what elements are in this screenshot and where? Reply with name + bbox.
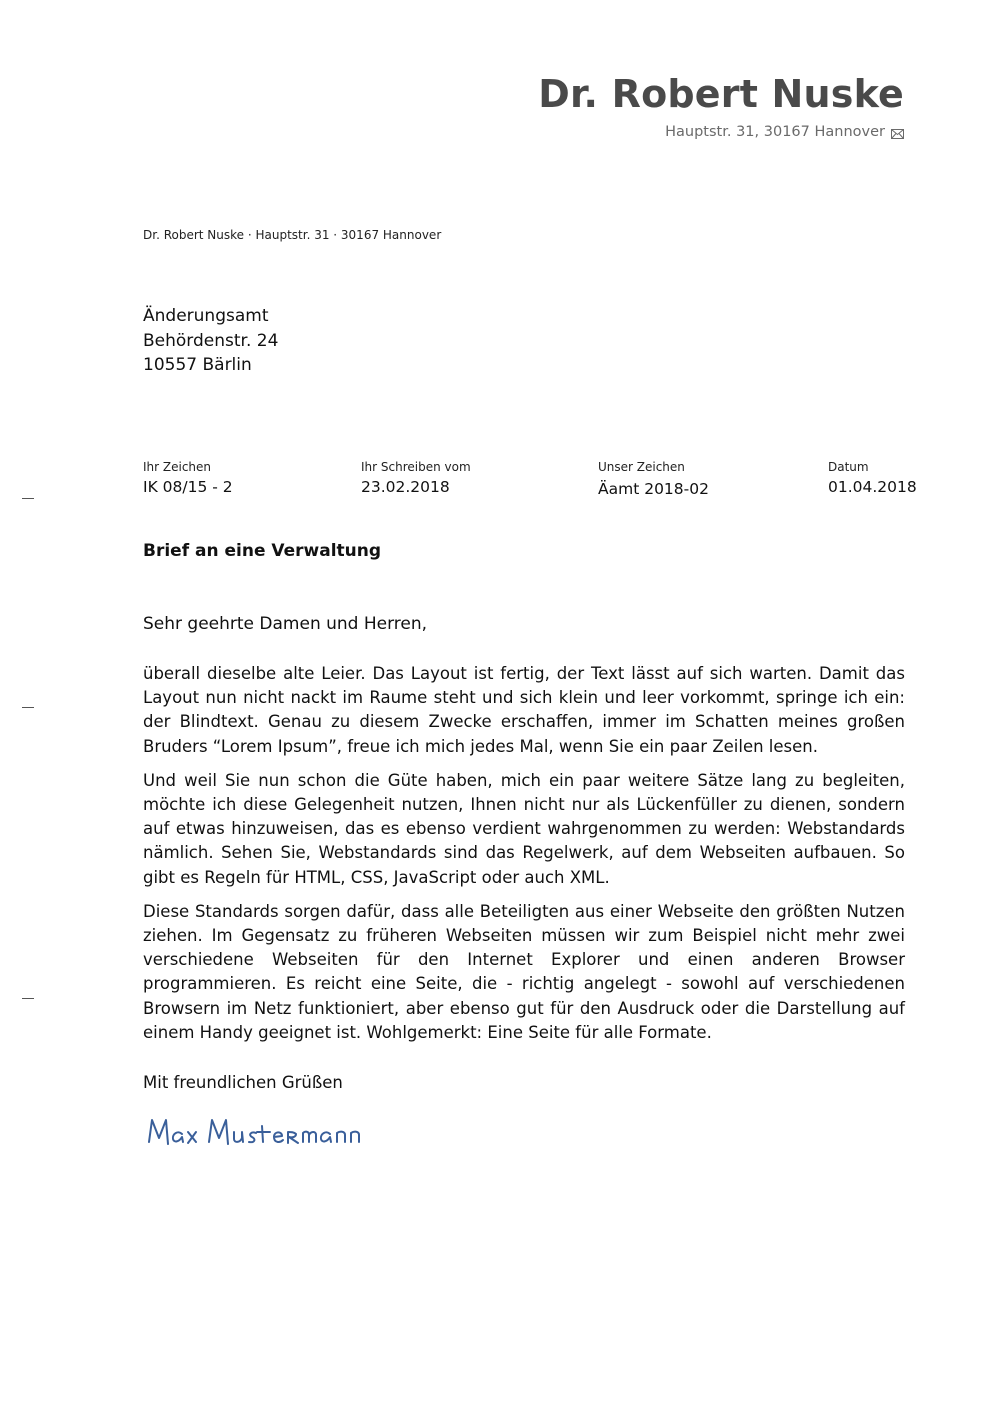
- letter-body: [143, 662, 905, 1055]
- fold-mark-top: [22, 498, 34, 499]
- ref-label-ihr-schreiben: Ihr Schreiben vom: [361, 460, 471, 474]
- signature: [146, 1112, 396, 1154]
- ref-value-unser-zeichen: Äamt 2018-02: [598, 480, 709, 498]
- ref-label-unser-zeichen: Unser Zeichen: [598, 460, 685, 474]
- signature-drawing: [146, 1112, 396, 1154]
- return-address: Dr. Robert Nuske · Hauptstr. 31 · 30167 Hannover: [143, 228, 442, 242]
- ref-label-datum: Datum: [828, 460, 869, 474]
- recipient-line-2: Behördenstr. 24: [143, 330, 279, 351]
- subject-line: Brief an eine Verwaltung: [143, 541, 382, 561]
- recipient-line-1: Änderungsamt: [143, 306, 269, 326]
- ref-value-ihr-schreiben: 23.02.2018: [361, 478, 450, 496]
- ref-value-datum: 01.04.2018: [828, 478, 917, 496]
- punch-mark: [22, 707, 34, 708]
- fold-mark-bottom: [22, 998, 34, 999]
- sender-address: Hauptstr. 31, 30167 Hannover: [665, 124, 885, 140]
- envelope-icon: [891, 127, 904, 137]
- sender-name: Dr. Robert Nuske: [538, 72, 904, 116]
- body-paragraph-2: Und weil Sie nun schon die Güte haben, mich ein paar weitere Sätze lang zu begleiten, möchte ich diese Gelegenheit nutzen, Ihnen nicht nur als Lückenfüller zu dienen, sondern auf etwas hinzuweisen, das es ebenso verdient wahrgenommen zu werden: Webstandards nämlich. Sehen Sie, Webstandards sind das Regelwerk, auf dem Webseiten aufbauen. So gibt es Regeln für HTML, CSS, JavaScript oder auch XML.: [143, 770, 905, 887]
- sender-address-line: [665, 124, 904, 140]
- ref-label-ihr-zeichen: Ihr Zeichen: [143, 460, 212, 474]
- body-paragraph-3: Diese Standards sorgen dafür, dass alle Beteiligten aus einer Webseite den größten Nutzen ziehen. Im Gegensatz zu früheren Webseiten müssen wir zum Beispiel nicht mehr zwei verschiedene Webseiten für den Internet Explorer und einen anderen Browser programmieren. Es reicht eine Seite, die - richtig angelegt - sowohl auf verschiedenen Browsern im Netz funktioniert, aber ebenso gut für den Ausdruck oder die Darstellung auf einem Handy geeignet ist. Wohlgemerkt: Eine Seite für alle Formate.: [143, 901, 905, 1042]
- body-paragraph-1: überall dieselbe alte Leier. Das Layout ist fertig, der Text lässt auf sich warten. Damit das Layout nun nicht nackt im Raume steht und sich klein und leer vorkommt, springe ich ein: der Blindtext. Genau zu diesem Zwecke erschaffen, immer im Schatten meines großen Bruders “Lorem Ipsum”, freue ich mich jedes Mal, wenn Sie ein paar Zeilen lesen.: [143, 664, 905, 756]
- recipient-address: [143, 304, 278, 378]
- salutation: Sehr geehrte Damen und Herren,: [143, 614, 428, 634]
- recipient-line-3: 10557 Bärlin: [143, 355, 252, 375]
- closing: Mit freundlichen Grüßen: [143, 1073, 343, 1092]
- ref-value-ihr-zeichen: IK 08/15 - 2: [143, 478, 233, 496]
